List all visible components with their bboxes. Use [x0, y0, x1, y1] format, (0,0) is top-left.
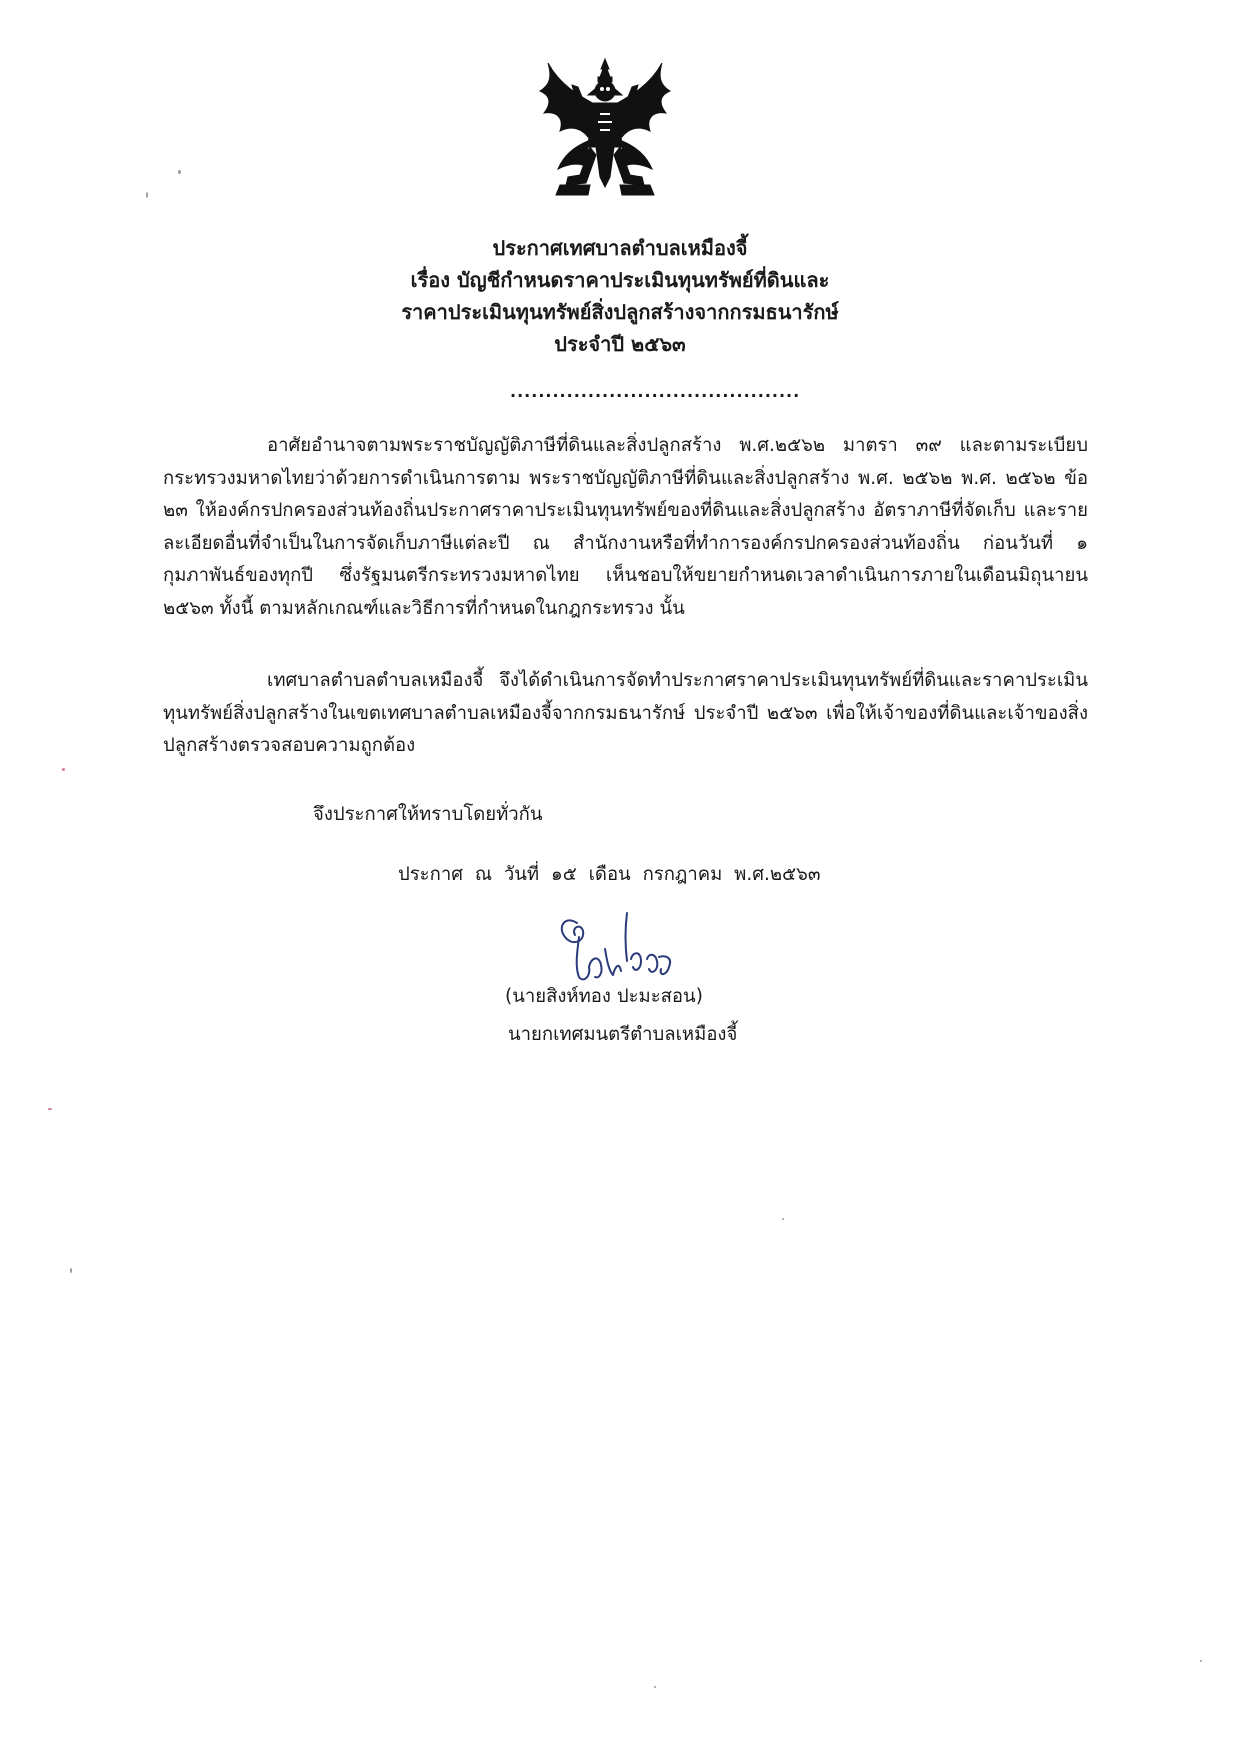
closing-statement: จึงประกาศให้ทราบโดยทั่วกัน: [313, 804, 543, 825]
scan-speck: [782, 1218, 784, 1220]
garuda-emblem-icon: [530, 55, 680, 205]
scan-speck: [146, 192, 148, 198]
document-heading: [200, 232, 1040, 360]
scan-speck: [48, 1108, 52, 1110]
heading-separator: .........................................: [510, 382, 801, 401]
body-paragraph-1: อาศัยอำนาจตามพระราชบัญญัติภาษีที่ดินและสิ่งปลูกสร้าง พ.ศ.๒๕๖๒ มาตรา ๓๙ และตามระเบียบกระทรวงมหาดไทยว่าด้วยการดำเนินการตาม พระราชบัญญัติภาษีที่ดินและสิ่งปลูกสร้าง พ.ศ. ๒๕๖๒ พ.ศ. ๒๕๖๒ ข้อ ๒๓ ให้องค์กรปกครองส่วนท้องถิ่นประกาศราคาประเมินทุนทรัพย์ของที่ดินและสิ่งปลูกสร้าง อัตราภาษีที่จัดเก็บ และรายละเอียดอื่นที่จำเป็นในการจัดเก็บภาษีแต่ละปี ณ สำนักงานหรือที่ทำการองค์กรปกครองส่วนท้องถิ่น ก่อนวันที่ ๑ กุมภาพันธ์ของทุกปี ซึ่งรัฐมนตรีกระทรวงมหาดไทย เห็นชอบให้ขยายกำหนดเวลาดำเนินการภายในเดือนมิถุนายน ๒๕๖๓ ทั้งนี้ ตามหลักเกณฑ์และวิธีการที่กำหนดในกฎกระทรวง นั้น: [163, 435, 1088, 619]
scan-speck: [70, 1268, 72, 1273]
heading-line-1: ประกาศเทศบาลตำบลเหมืองจี้: [492, 236, 748, 260]
scan-speck: [1200, 1660, 1202, 1662]
heading-line-4: ประจำปี ๒๕๖๓: [554, 332, 686, 356]
announcement-date: ประกาศ ณ วันที่ ๑๕ เดือน กรกฎาคม พ.ศ.๒๕๖๓: [398, 864, 821, 885]
heading-line-2: เรื่อง บัญชีกำหนดราคาประเมินทุนทรัพย์ที่ดินและ: [410, 268, 830, 292]
handwritten-signature: [555, 905, 685, 985]
scan-speck: [178, 170, 181, 174]
signatory-name: (นายสิงห์ทอง ปะมะสอน): [505, 986, 703, 1007]
body-paragraph-2: เทศบาลตำบลตำบลเหมืองจี้ จึงได้ดำเนินการจัดทำประกาศราคาประเมินทุนทรัพย์ที่ดินและราคาประเมินทุนทรัพย์สิ่งปลูกสร้างในเขตเทศบาลตำบลเหมืองจี้จากกรมธนารักษ์ ประจำปี ๒๕๖๓ เพื่อให้เจ้าของที่ดินและเจ้าของสิ่งปลูกสร้างตรวจสอบความถูกต้อง: [163, 670, 1088, 756]
heading-line-3: ราคาประเมินทุนทรัพย์สิ่งปลูกสร้างจากกรมธนารักษ์: [401, 300, 839, 324]
signatory-position: นายกเทศมนตรีตำบลเหมืองจี้: [508, 1024, 738, 1045]
scan-speck: [654, 1686, 656, 1688]
scan-speck: [62, 768, 65, 771]
